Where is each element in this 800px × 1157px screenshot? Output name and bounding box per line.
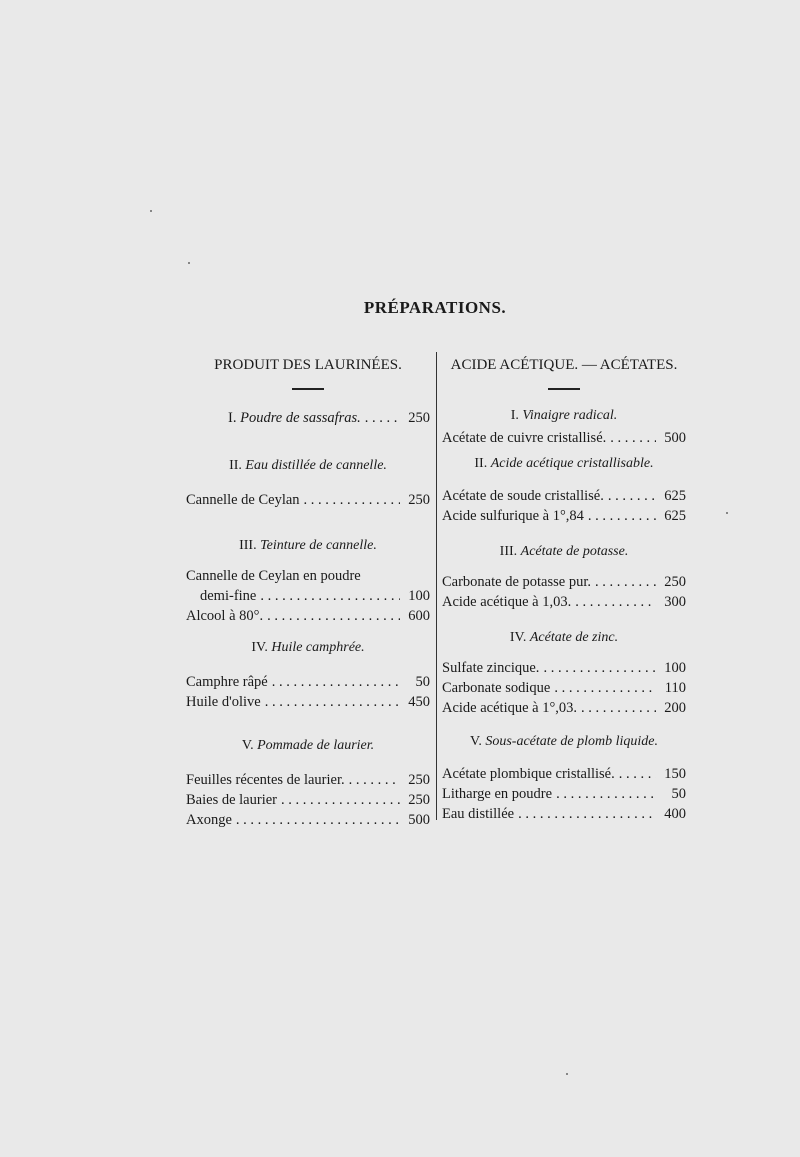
quantity: 100	[408, 587, 430, 604]
ingredient-row	[442, 428, 686, 448]
ingredient-label: Acétate de soude cristallisé.	[442, 487, 604, 504]
section-numeral: V.	[470, 733, 482, 749]
leader-dots	[232, 810, 400, 830]
section-numeral: I.	[228, 409, 237, 426]
quantity: 625	[664, 487, 686, 504]
ingredient-label: Acide sulfurique à 1°,84	[442, 507, 584, 524]
leader-dots	[263, 606, 400, 626]
leader-dots	[300, 490, 400, 510]
ingredient-row	[442, 804, 686, 824]
quantity: 110	[664, 679, 686, 696]
ingredient-label: Carbonate de potasse pur.	[442, 573, 591, 590]
quantity: 500	[664, 429, 686, 446]
column-divider	[436, 352, 437, 820]
ingredient-row	[442, 506, 686, 526]
quantity: 625	[664, 507, 686, 524]
leader-dots	[584, 506, 656, 526]
leader-dots	[261, 692, 400, 712]
ingredient-row	[442, 572, 686, 592]
ingredient-row	[186, 790, 430, 810]
scan-speck	[726, 512, 728, 514]
ingredient-label: Acide acétique à 1,03.	[442, 593, 572, 610]
leader-dots	[615, 764, 656, 784]
section-heading	[186, 456, 430, 476]
ingredient-row	[186, 586, 430, 606]
quantity: 50	[415, 673, 430, 690]
ingredient-row	[186, 810, 430, 830]
section-heading	[442, 732, 686, 752]
leader-dots	[604, 486, 656, 506]
section-heading	[442, 406, 686, 426]
quantity: 500	[408, 811, 430, 828]
quantity: 200	[664, 699, 686, 716]
section-heading	[186, 638, 430, 658]
ingredient-label: Feuilles récentes de laurier.	[186, 771, 345, 788]
ingredient-label-continuation: demi-fine	[200, 587, 257, 604]
ingredient-label: Cannelle de Ceylan	[186, 491, 300, 508]
leader-dots	[550, 678, 656, 698]
ingredient-label: Huile d'olive	[186, 693, 261, 710]
ingredient-label: Axonge	[186, 811, 232, 828]
section-heading	[186, 408, 430, 428]
leader-dots	[571, 592, 656, 612]
section-name: Eau distillée de cannelle.	[245, 457, 387, 473]
section-numeral: II.	[474, 455, 488, 471]
leader-dots	[577, 698, 656, 718]
page-title: PRÉPARATIONS.	[363, 298, 507, 317]
ingredient-label: Litharge en poudre	[442, 785, 553, 802]
ingredient-row	[442, 698, 686, 718]
ingredient-row	[442, 764, 686, 784]
section-numeral: III.	[239, 537, 257, 553]
ingredient-row	[186, 490, 430, 510]
section-heading	[442, 628, 686, 648]
ingredient-label: Camphre râpé	[186, 673, 268, 690]
ingredient-row	[442, 486, 686, 506]
quantity: 250	[408, 771, 430, 788]
section-heading	[186, 536, 430, 556]
ingredient-label: Eau distillée	[442, 805, 515, 822]
ingredient-row	[442, 658, 686, 678]
leader-dots	[277, 790, 400, 810]
quantity: 50	[671, 785, 686, 802]
leader-dots	[539, 658, 656, 678]
leader-dots	[361, 408, 400, 428]
quantity: 600	[408, 607, 430, 624]
leader-dots	[552, 784, 656, 804]
ingredient-label: Carbonate sodique	[442, 679, 551, 696]
leader-dots	[345, 770, 400, 790]
section-heading	[186, 736, 430, 756]
section-numeral: V.	[241, 737, 254, 753]
section-numeral: III.	[499, 543, 518, 559]
quantity: 250	[408, 491, 430, 508]
section-name: Acétate de potasse.	[520, 543, 629, 559]
ingredient-label: Acétate de cuivre cristallisé.	[442, 429, 607, 446]
ingredient-row	[442, 784, 686, 804]
quantity: 250	[408, 409, 430, 426]
ingredient-label: Sulfate zincique.	[442, 659, 540, 676]
leader-dots	[591, 572, 656, 592]
ingredient-label: Acétate plombique cristallisé.	[442, 765, 615, 782]
section-heading	[442, 454, 686, 474]
quantity: 250	[408, 791, 430, 808]
scan-speck	[566, 1073, 568, 1075]
column-heading: PRODUIT DES LAURINÉES.	[214, 357, 402, 373]
scan-speck	[150, 210, 152, 212]
heading-rule	[548, 388, 580, 390]
leader-dots	[256, 586, 400, 606]
quantity: 100	[664, 659, 686, 676]
ingredient-label: Cannelle de Ceylan en poudre	[186, 567, 361, 584]
heading-rule	[292, 388, 324, 390]
ingredient-row	[186, 770, 430, 790]
ingredient-row	[186, 672, 430, 692]
ingredient-row	[186, 606, 430, 626]
ingredient-row	[442, 592, 686, 612]
section-numeral: IV.	[251, 639, 268, 655]
quantity: 250	[664, 573, 686, 590]
quantity: 450	[408, 693, 430, 710]
leader-dots	[606, 428, 656, 448]
quantity: 300	[664, 593, 686, 610]
section-numeral: IV.	[509, 629, 527, 645]
section-name: Pommade de laurier.	[257, 737, 375, 753]
left-column	[186, 355, 430, 830]
section-name: Poudre de sassafras.	[240, 409, 361, 426]
section-numeral: I.	[510, 407, 519, 423]
leader-dots	[514, 804, 656, 824]
section-name: Sous-acétate de plomb liquide.	[485, 733, 658, 749]
section-numeral: II.	[229, 457, 242, 473]
quantity: 400	[664, 805, 686, 822]
ingredient-row	[442, 678, 686, 698]
right-column	[442, 355, 686, 824]
quantity: 150	[664, 765, 686, 782]
section-name: Acide acétique cristallisable.	[490, 455, 654, 471]
section-name: Vinaigre radical.	[522, 407, 618, 423]
section-name: Huile camphrée.	[271, 639, 365, 655]
section-name: Acétate de zinc.	[529, 629, 619, 645]
column-heading: ACIDE ACÉTIQUE. — ACÉTATES.	[450, 357, 678, 373]
section-name: Teinture de cannelle.	[260, 537, 377, 553]
ingredient-row	[186, 692, 430, 712]
ingredient-label: Alcool à 80°.	[186, 607, 264, 624]
section-heading	[442, 542, 686, 562]
ingredient-label: Baies de laurier	[186, 791, 277, 808]
leader-dots	[268, 672, 400, 692]
scan-speck	[188, 262, 190, 264]
ingredient-label: Acide acétique à 1°,03.	[442, 699, 578, 716]
